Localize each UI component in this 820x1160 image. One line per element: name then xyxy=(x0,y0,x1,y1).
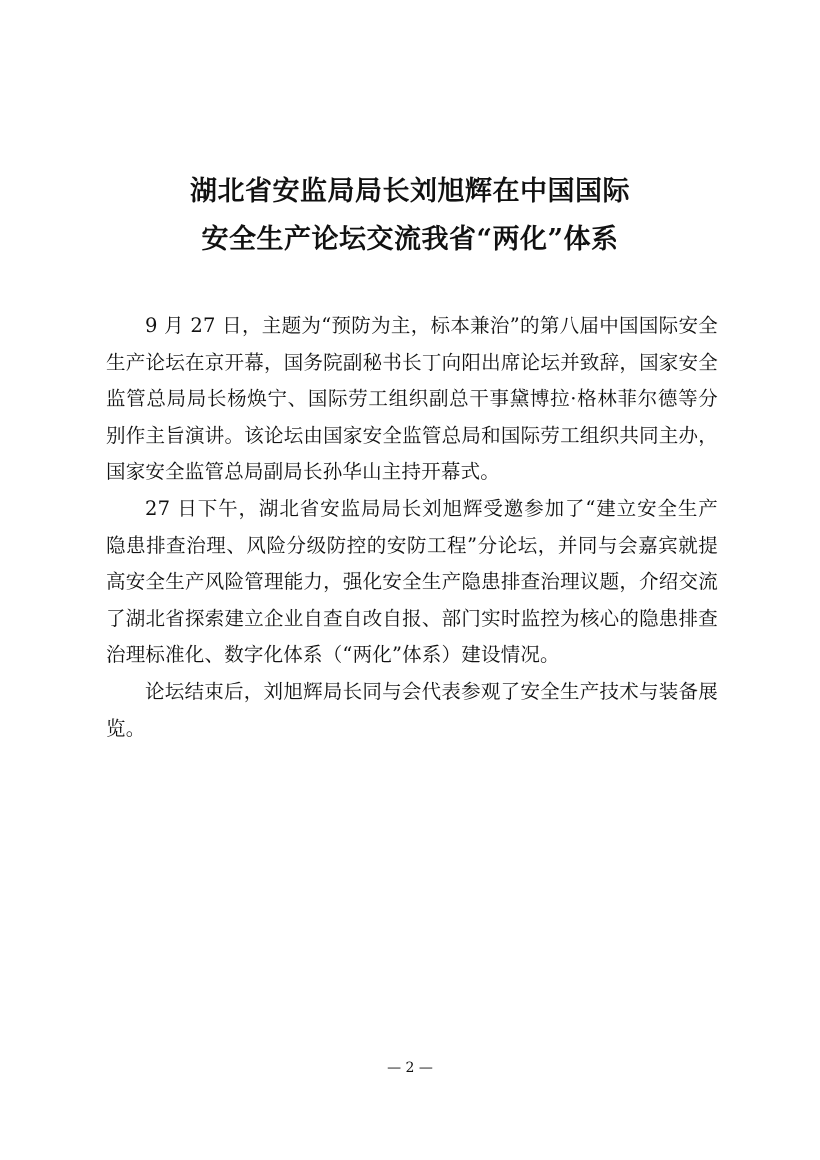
paragraph-3: 论坛结束后，刘旭辉局长同与会代表参观了安全生产技术与装备展览。 xyxy=(106,679,718,740)
paragraph-1: 9 月 27 日，主题为“预防为主，标本兼治”的第八届中国国际安全生产论坛在京开幕，国务院副秘书长丁向阳出席论坛并致辞，国家安全监管总局局长杨焕宁、国际劳工组织副总干事黛博拉·格林菲尔德等分别作主旨演讲。该论坛由国家安全监管总局和国际劳工组织共同主办，国家安全监管总局副局长孙华山主持开幕式。 xyxy=(106,314,718,484)
page-number: — 2 — xyxy=(387,1060,433,1076)
document-title xyxy=(0,168,820,264)
document-body xyxy=(106,308,718,747)
title-line-1: 湖北省安监局局长刘旭辉在中国国际 xyxy=(190,176,630,207)
paragraph-2: 27 日下午，湖北省安监局局长刘旭辉受邀参加了“建立安全生产隐患排查治理、风险分级防控的安防工程”分论坛，并同与会嘉宾就提高安全生产风险管理能力，强化安全生产隐患排查治理议题，介绍交流了湖北省探索建立企业自查自改自报、部门实时监控为核心的隐患排查治理标准化、数字化体系（“两化”体系）建设情况。 xyxy=(106,496,718,667)
title-line-2: 安全生产论坛交流我省“两化”体系 xyxy=(201,224,619,255)
